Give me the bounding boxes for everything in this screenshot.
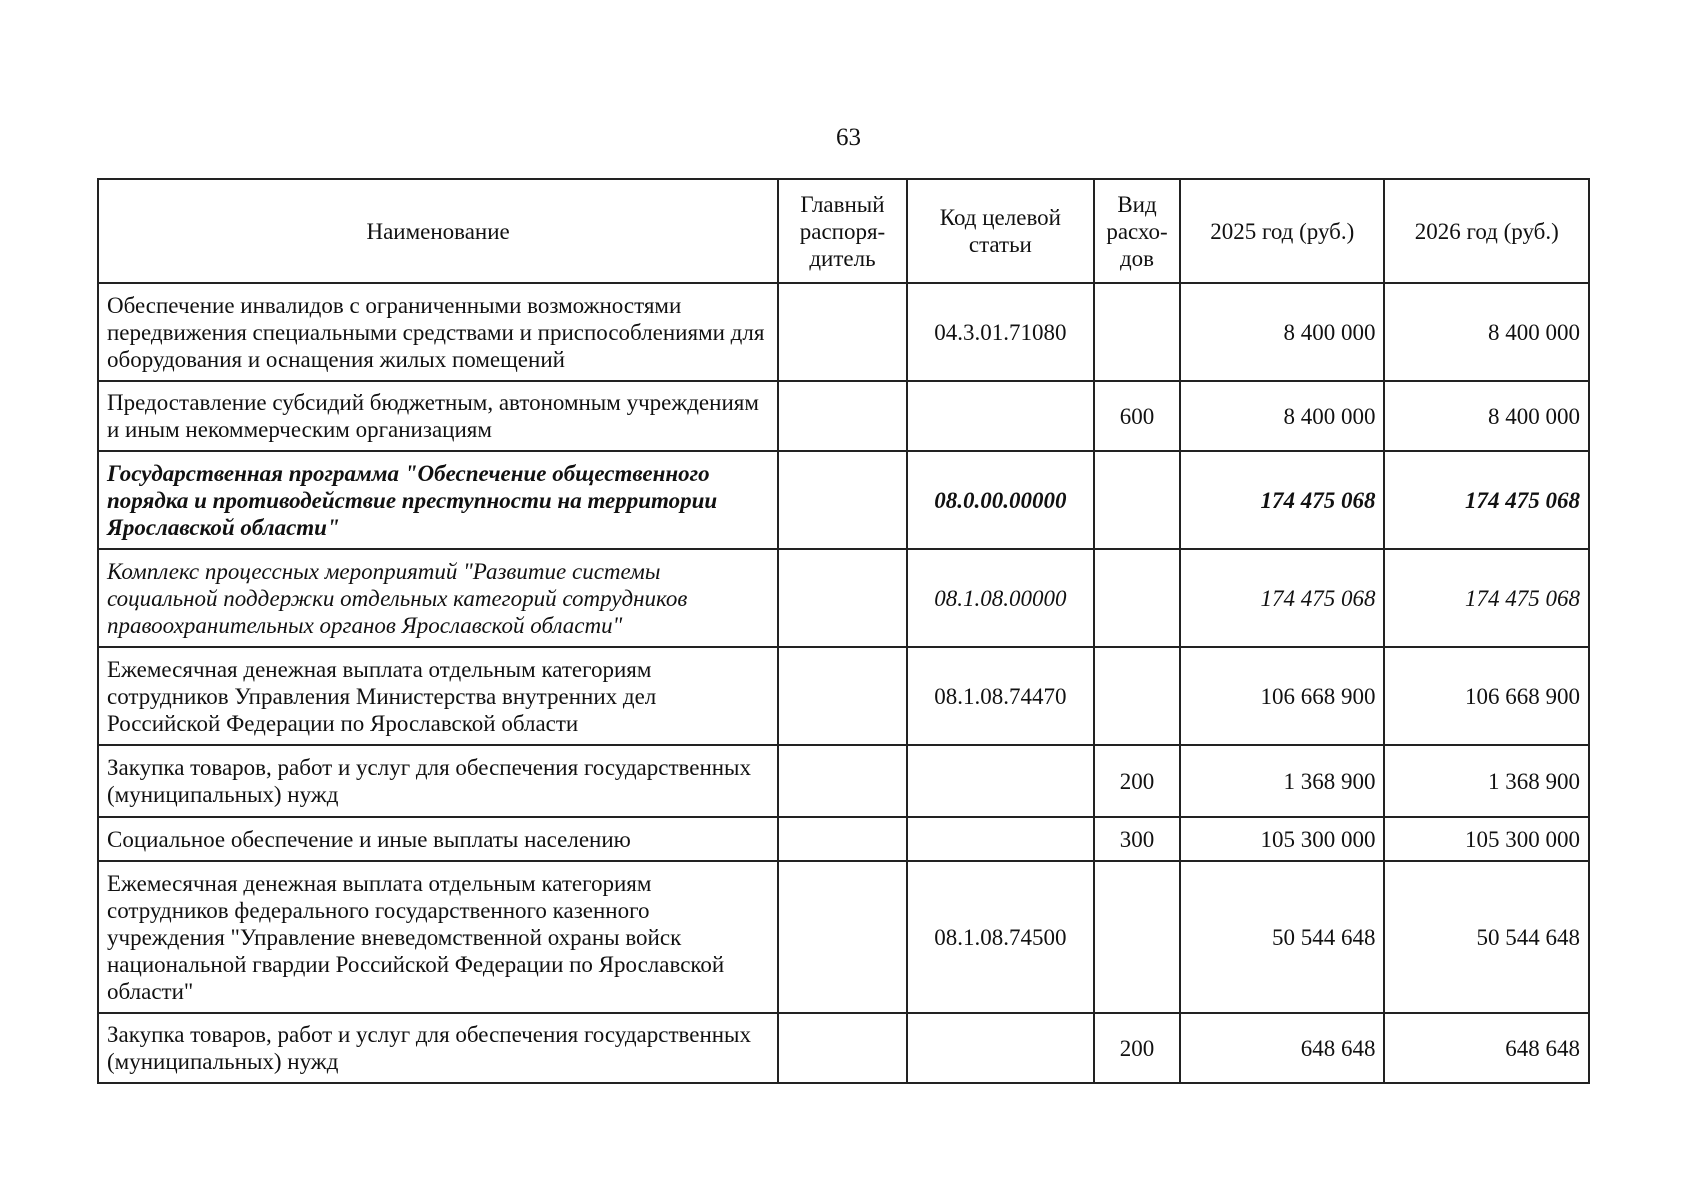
row-manager bbox=[778, 381, 907, 451]
row-name: Социальное обеспечение и иные выплаты населению bbox=[98, 817, 778, 861]
header-year-2025: 2025 год (руб.) bbox=[1180, 179, 1384, 283]
row-2025: 648 648 bbox=[1180, 1013, 1384, 1083]
row-code bbox=[907, 817, 1094, 861]
row-manager bbox=[778, 817, 907, 861]
header-name: Наименование bbox=[98, 179, 778, 283]
row-manager bbox=[778, 861, 907, 1013]
row-2026: 648 648 bbox=[1384, 1013, 1589, 1083]
row-code bbox=[907, 745, 1094, 817]
table-header-row bbox=[98, 179, 1589, 283]
row-type bbox=[1094, 647, 1180, 745]
row-type bbox=[1094, 861, 1180, 1013]
row-code: 08.1.08.00000 bbox=[907, 549, 1094, 647]
row-type: 300 bbox=[1094, 817, 1180, 861]
row-code: 08.1.08.74470 bbox=[907, 647, 1094, 745]
row-code bbox=[907, 1013, 1094, 1083]
table-row bbox=[98, 647, 1589, 745]
row-2025: 8 400 000 bbox=[1180, 283, 1384, 381]
header-year-2026: 2026 год (руб.) bbox=[1384, 179, 1589, 283]
row-name: Обеспечение инвалидов с ограниченными возможностями передвижения специальными средствами и приспособлениями для оборудования и оснащения жилых помещений bbox=[98, 283, 778, 381]
header-expense-type: Вид расхо-дов bbox=[1094, 179, 1180, 283]
table-row bbox=[98, 861, 1589, 1013]
row-manager bbox=[778, 745, 907, 817]
row-2025: 1 368 900 bbox=[1180, 745, 1384, 817]
table-row bbox=[98, 817, 1589, 861]
row-2025: 174 475 068 bbox=[1180, 451, 1384, 549]
header-target-code: Код целевой статьи bbox=[907, 179, 1094, 283]
row-name: Закупка товаров, работ и услуг для обеспечения государственных (муниципальных) нужд bbox=[98, 1013, 778, 1083]
row-2025: 174 475 068 bbox=[1180, 549, 1384, 647]
row-name: Комплекс процессных мероприятий "Развитие системы социальной поддержки отдельных категорий сотрудников правоохранительных органов Ярославской области" bbox=[98, 549, 778, 647]
row-2026: 8 400 000 bbox=[1384, 283, 1589, 381]
row-name: Ежемесячная денежная выплата отдельным категориям сотрудников Управления Министерства внутренних дел Российской Федерации по Ярославской области bbox=[98, 647, 778, 745]
row-manager bbox=[778, 1013, 907, 1083]
row-2025: 105 300 000 bbox=[1180, 817, 1384, 861]
row-manager bbox=[778, 451, 907, 549]
row-2026: 174 475 068 bbox=[1384, 451, 1589, 549]
row-2026: 50 544 648 bbox=[1384, 861, 1589, 1013]
table-row bbox=[98, 381, 1589, 451]
row-type: 200 bbox=[1094, 1013, 1180, 1083]
row-code bbox=[907, 381, 1094, 451]
row-type bbox=[1094, 451, 1180, 549]
row-2026: 106 668 900 bbox=[1384, 647, 1589, 745]
page-number: 63 bbox=[836, 124, 861, 151]
table-row bbox=[98, 1013, 1589, 1083]
header-manager: Главный распоря-дитель bbox=[778, 179, 907, 283]
row-type bbox=[1094, 549, 1180, 647]
row-code: 08.1.08.74500 bbox=[907, 861, 1094, 1013]
table-row bbox=[98, 451, 1589, 549]
row-2026: 8 400 000 bbox=[1384, 381, 1589, 451]
budget-table bbox=[97, 178, 1590, 1084]
row-type: 200 bbox=[1094, 745, 1180, 817]
row-2025: 106 668 900 bbox=[1180, 647, 1384, 745]
row-type bbox=[1094, 283, 1180, 381]
row-2026: 1 368 900 bbox=[1384, 745, 1589, 817]
row-2025: 50 544 648 bbox=[1180, 861, 1384, 1013]
row-2025: 8 400 000 bbox=[1180, 381, 1384, 451]
row-2026: 174 475 068 bbox=[1384, 549, 1589, 647]
row-manager bbox=[778, 549, 907, 647]
row-name: Государственная программа "Обеспечение общественного порядка и противодействие преступности на территории Ярославской области" bbox=[98, 451, 778, 549]
table-row bbox=[98, 283, 1589, 381]
row-type: 600 bbox=[1094, 381, 1180, 451]
table-row bbox=[98, 745, 1589, 817]
row-manager bbox=[778, 283, 907, 381]
row-manager bbox=[778, 647, 907, 745]
row-name: Предоставление субсидий бюджетным, автономным учреждениям и иным некоммерческим организациям bbox=[98, 381, 778, 451]
row-name: Ежемесячная денежная выплата отдельным категориям сотрудников федерального государственного казенного учреждения "Управление вневедомственной охраны войск национальной гвардии Российской Федерации по Ярославской области" bbox=[98, 861, 778, 1013]
row-2026: 105 300 000 bbox=[1384, 817, 1589, 861]
row-code: 04.3.01.71080 bbox=[907, 283, 1094, 381]
row-code: 08.0.00.00000 bbox=[907, 451, 1094, 549]
table-row bbox=[98, 549, 1589, 647]
row-name: Закупка товаров, работ и услуг для обеспечения государственных (муниципальных) нужд bbox=[98, 745, 778, 817]
